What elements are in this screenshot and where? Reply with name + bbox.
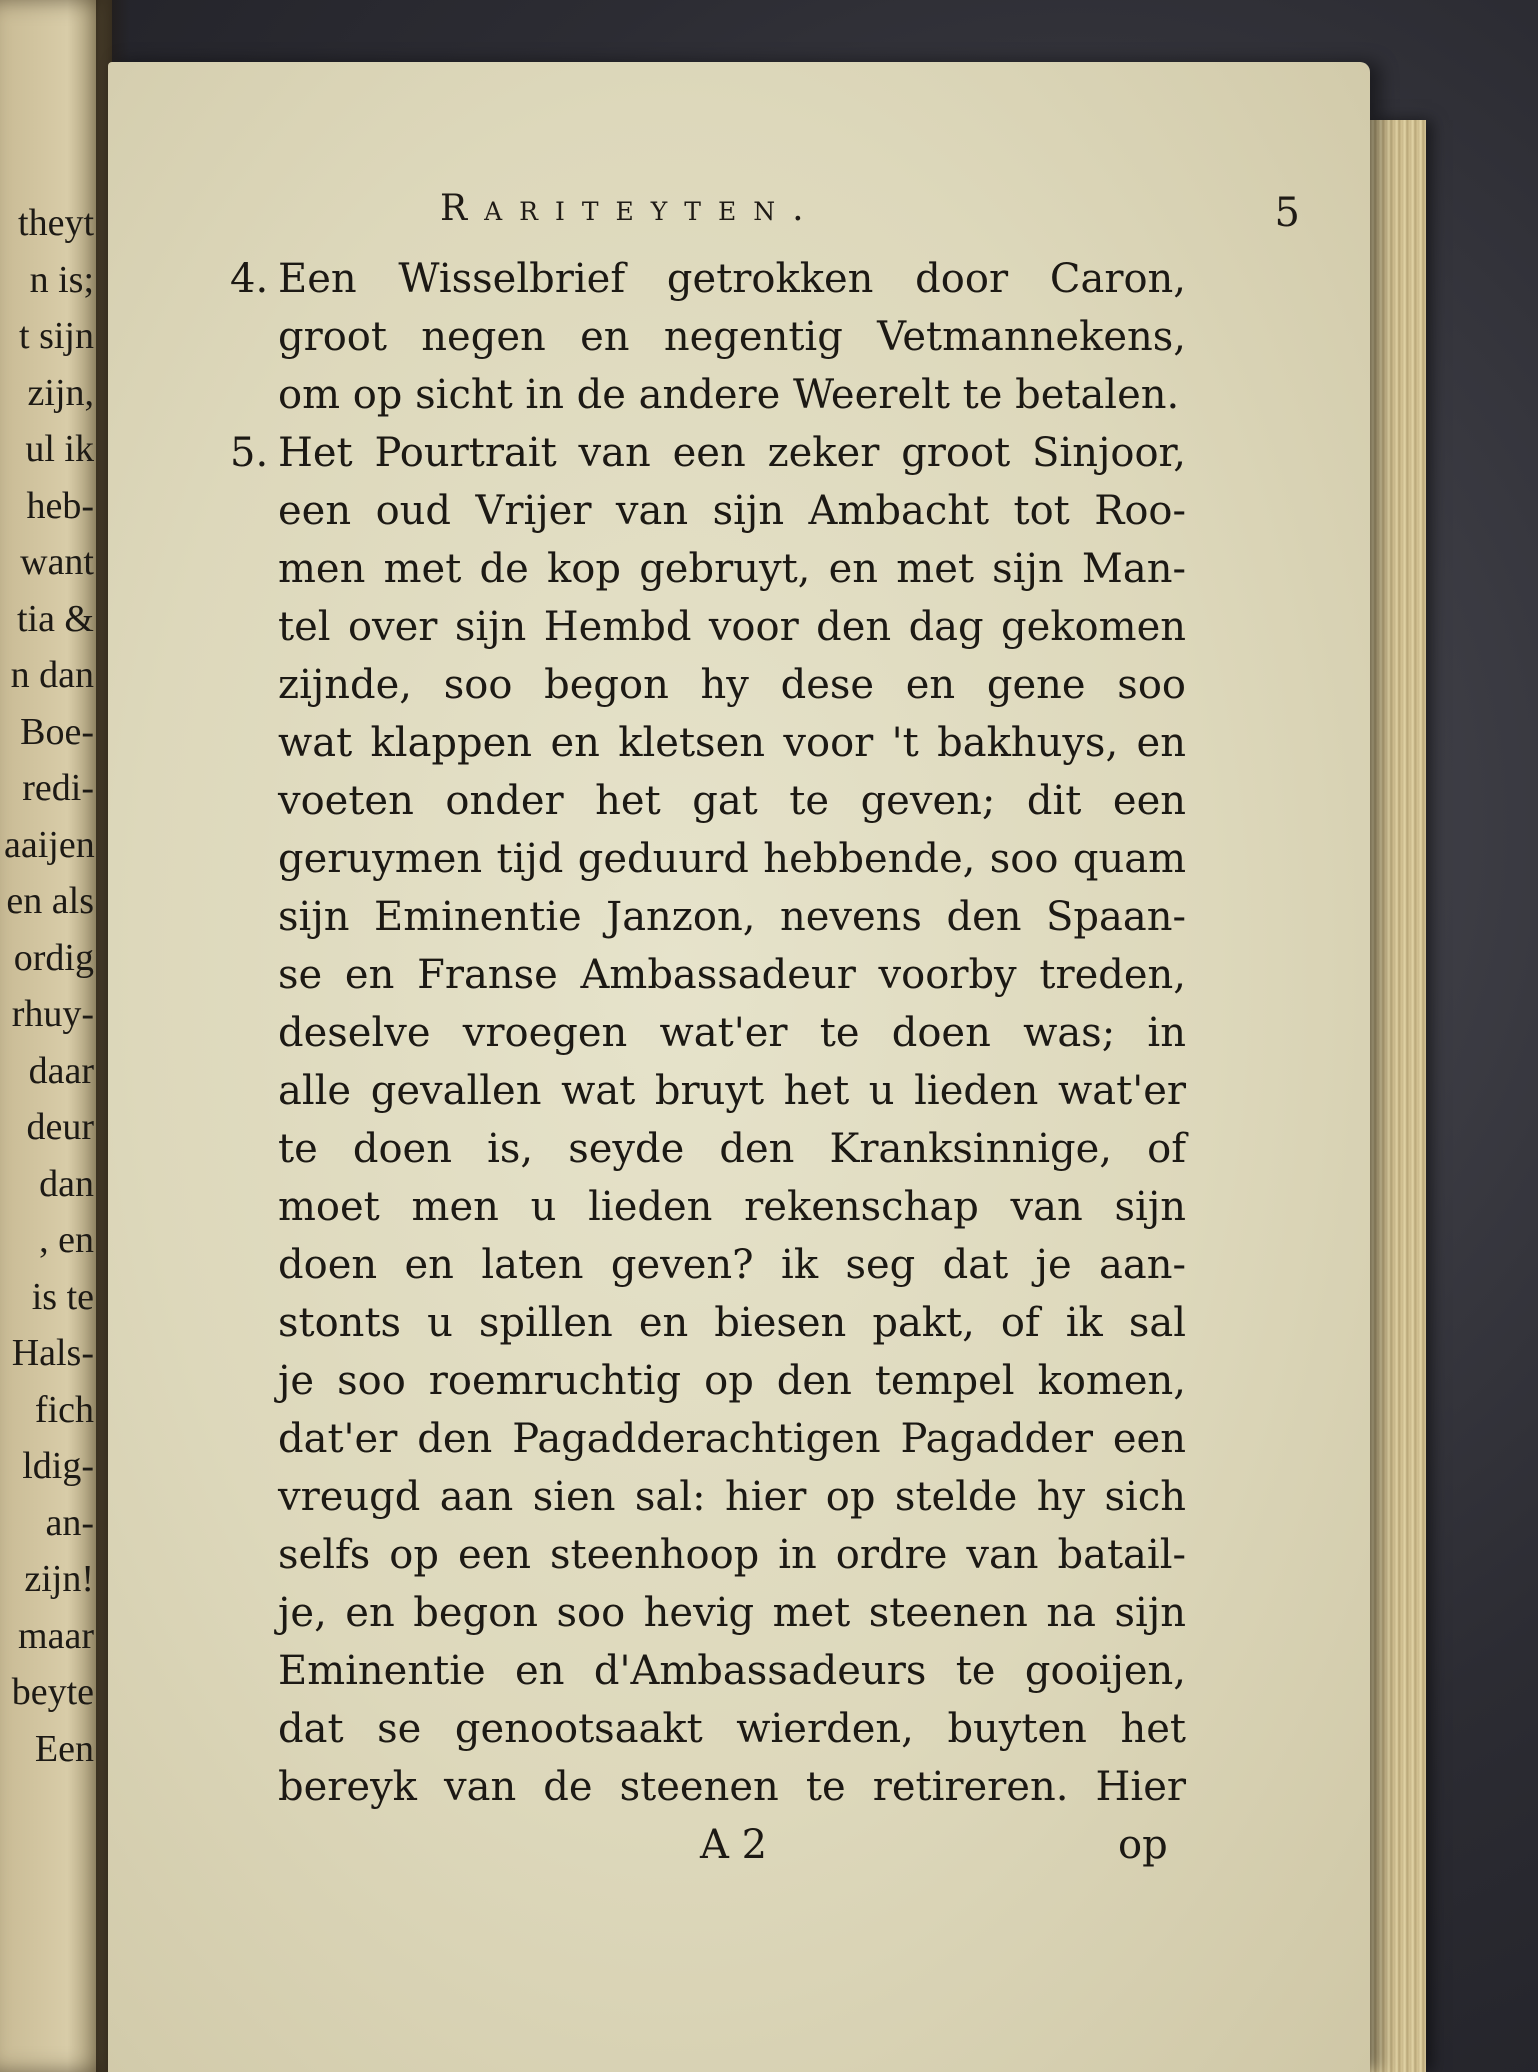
text-line (278, 772, 1186, 830)
running-head: Rariteyten. (440, 188, 821, 229)
book-page-edges (1370, 120, 1426, 2072)
text-line (278, 1062, 1186, 1120)
text-line (278, 1004, 1186, 1062)
left-page-line: is te (31, 1275, 94, 1318)
left-page-line: , en (39, 1219, 94, 1261)
entry-number: 5. (230, 430, 269, 476)
page-header (440, 188, 1300, 248)
line-text: tel over sijn Hembd voor den dag gekomen (278, 604, 1186, 650)
left-page-line: n dan (10, 654, 94, 696)
text-line (278, 1352, 1186, 1410)
text-line (278, 1758, 1186, 1816)
text-line (278, 1178, 1186, 1236)
left-page-line: Boe- (20, 710, 94, 753)
left-page-line: rhuy- (11, 993, 94, 1035)
text-line (278, 714, 1186, 772)
line-text: Het Pourtrait van een zeker groot Sinjoor, (278, 430, 1186, 476)
line-text: doen en laten geven? ik seg dat je aan- (278, 1242, 1186, 1288)
line-text: alle gevallen wat bruyt het u lieden wat'er (278, 1068, 1186, 1114)
left-page-line: dan (39, 1162, 94, 1205)
text-line (278, 1294, 1186, 1352)
line-text: moet men u lieden rekenschap van sijn (278, 1184, 1186, 1230)
left-page-line: daar (28, 1049, 94, 1092)
left-page-line: an- (45, 1501, 94, 1544)
catchword: op (1118, 1822, 1168, 1868)
entry-number: 4. (230, 256, 269, 302)
line-text: een oud Vrijer van sijn Ambacht tot Roo- (278, 488, 1186, 534)
left-page-line: ordig (13, 936, 94, 979)
signature-mark: A 2 (700, 1822, 768, 1868)
text-line (278, 1236, 1186, 1294)
text-line (278, 946, 1186, 1004)
text-line (278, 656, 1186, 714)
left-page-line: t sijn (19, 315, 94, 357)
text-line (278, 1700, 1186, 1758)
left-page-line: aaijen (4, 823, 95, 866)
left-page-line: tia & (16, 597, 94, 640)
line-text: se en Franse Ambassadeur voorby treden, (278, 952, 1186, 998)
left-page-line: ul ik (25, 428, 94, 470)
line-text: vreugd aan sien sal: hier op stelde hy sich (278, 1474, 1186, 1520)
text-line (278, 830, 1186, 888)
text-line (230, 250, 1186, 308)
body-text (230, 250, 1186, 1816)
line-text: te doen is, seyde den Kranksinnige, of (278, 1126, 1186, 1172)
left-page-line: theyt (18, 202, 94, 244)
line-text: dat'er den Pagadderachtigen Pagadder een (278, 1416, 1186, 1462)
line-text: geruymen tijd geduurd hebbende, soo quam (278, 836, 1186, 882)
left-page-line: n is; (29, 258, 94, 301)
line-text: selfs op een steenhoop in ordre van batail- (278, 1532, 1186, 1578)
line-text: bereyk van de steenen te retireren. Hier (278, 1764, 1186, 1810)
text-line (278, 1584, 1186, 1642)
line-text: Eminentie en d'Ambassadeurs te gooijen, (278, 1648, 1186, 1694)
left-page-line: redi- (22, 767, 94, 809)
line-text: dat se genootsaakt wierden, buyten het (278, 1706, 1186, 1752)
left-page-line: Een (34, 1727, 94, 1770)
left-page-line: zijn! (24, 1558, 94, 1600)
text-line (278, 598, 1186, 656)
left-page-line: deur (26, 1106, 94, 1148)
line-text: voeten onder het gat te geven; dit een (278, 778, 1186, 824)
left-page-line: fich (34, 1388, 94, 1431)
text-line (278, 1468, 1186, 1526)
text-line (278, 366, 1186, 424)
left-page-line: zijn, (27, 371, 94, 414)
line-text: sijn Eminentie Janzon, nevens den Spaan- (278, 894, 1186, 940)
left-page-line: Hals- (11, 1332, 94, 1374)
line-text: zijnde, soo begon hy dese en gene soo (278, 662, 1186, 708)
left-page-line: heb- (26, 484, 94, 527)
left-page-line: want (20, 541, 94, 583)
line-text: men met de kop gebruyt, en met sijn Man- (278, 546, 1186, 592)
page-number: 5 (1274, 190, 1300, 236)
line-text: groot negen en negentig Vetmannekens, (278, 314, 1186, 360)
line-text: je soo roemruchtig op den tempel komen, (278, 1358, 1186, 1404)
left-page-line: ldig- (22, 1445, 94, 1487)
text-line (278, 1410, 1186, 1468)
text-line (278, 482, 1186, 540)
line-text: stonts u spillen en biesen pakt, of ik sal (278, 1300, 1186, 1346)
line-text: je, en begon soo hevig met steenen na sijn (278, 1590, 1186, 1636)
text-line (278, 1642, 1186, 1700)
left-page-text (4, 195, 108, 1777)
text-line (230, 424, 1186, 482)
text-line (278, 308, 1186, 366)
text-line (278, 1120, 1186, 1178)
text-line (278, 888, 1186, 946)
left-page-line: en als (6, 880, 94, 922)
text-line (278, 540, 1186, 598)
line-text: Een Wisselbrief getrokken door Caron, (278, 256, 1186, 302)
line-text: wat klappen en kletsen voor 't bakhuys, en (278, 720, 1186, 766)
line-text: om op sicht in de andere Weerelt te betalen. (278, 372, 1180, 418)
text-line (278, 1526, 1186, 1584)
left-page-line: maar (18, 1614, 94, 1657)
left-page-line: beyte (11, 1671, 94, 1713)
line-text: deselve vroegen wat'er te doen was; in (278, 1010, 1186, 1056)
